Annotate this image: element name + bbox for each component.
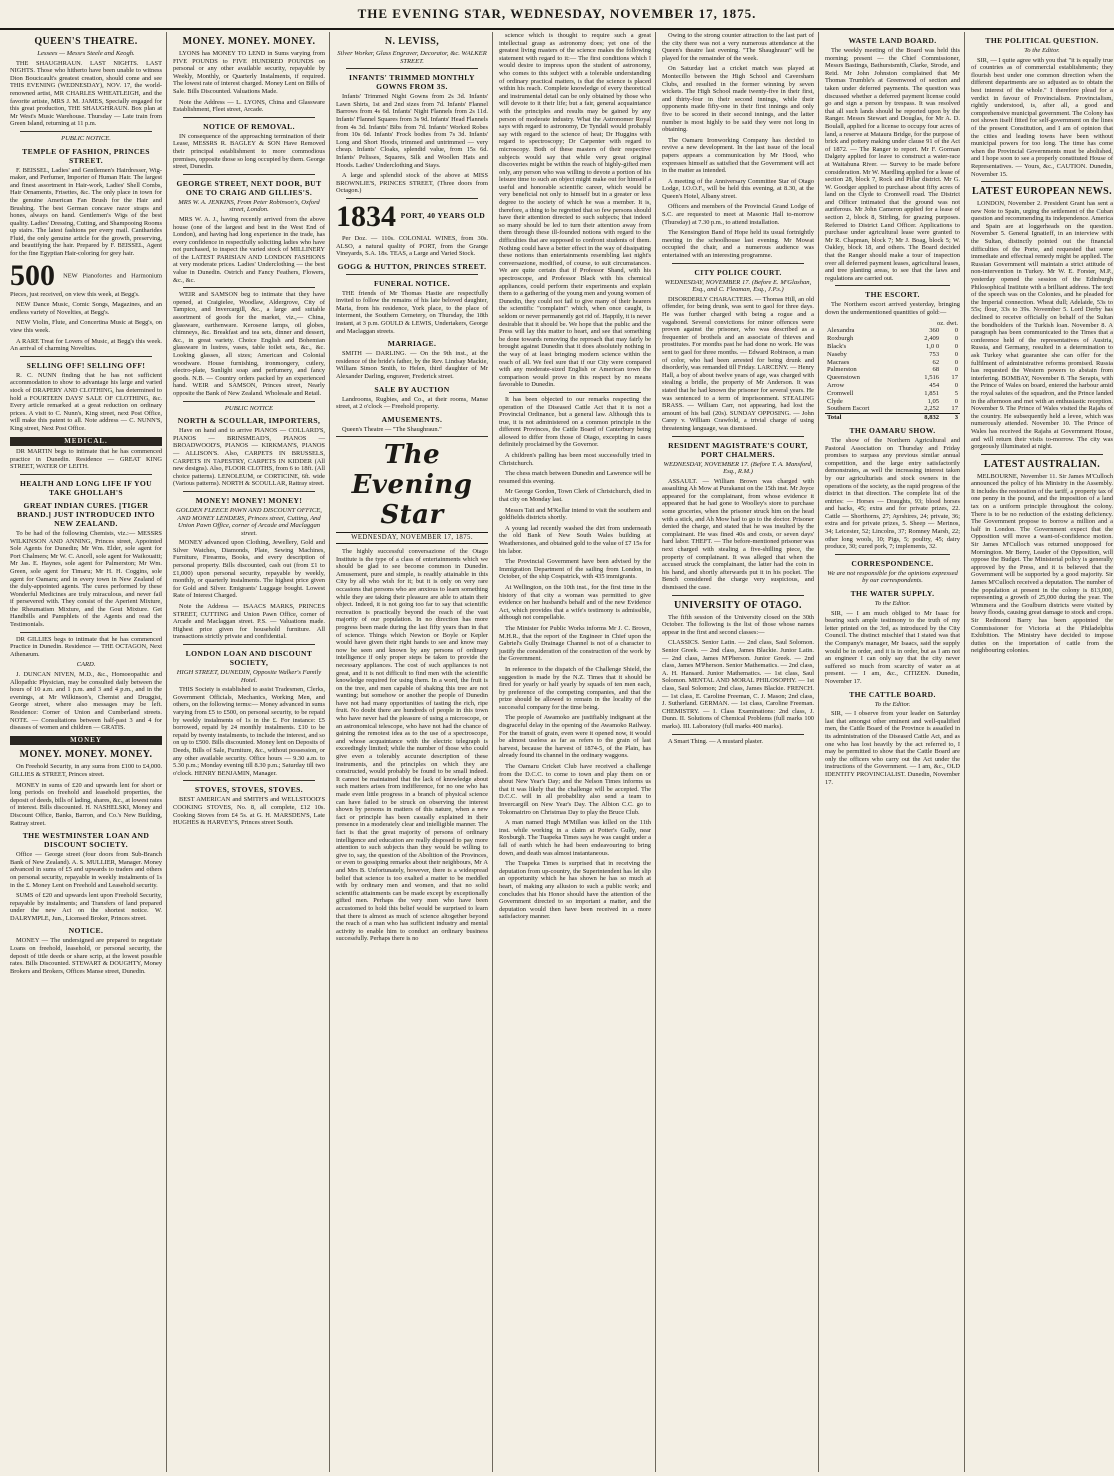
news-paragraph: The people of Awamoko are justifiably indignant at the disgraceful delay in the opening of the Awamoko Railway. For the transit of grain, even were it opened now, it would be almost useless as far as refers to the grain of last harvest, because the harvest of 1874-5, of the Plain, has already found its channel in the ordinary waggons.	[499, 714, 651, 760]
fashion-heading: TEMPLE OF FASHION, PRINCES STREET.	[22, 146, 150, 165]
divider	[183, 117, 315, 118]
gillies-ad: DR GILLIES begs to intimate that he has commenced Practice in Dunedin. Residence — THE OCTAGON, Next Athenæum.	[10, 635, 162, 658]
political-sub: To the Editor.	[1024, 47, 1060, 54]
escort-dwt: 0	[954, 350, 958, 358]
escort-total-dwt: 3	[941, 414, 960, 422]
sale-heading: SALE BY AUCTION	[374, 384, 450, 394]
divider	[346, 68, 478, 69]
london-ad: THIS Society is established to assist Tradesmen, Clerks, Government Officials, Mechanics, Working Men, and others, on the following terms:— Money advanced in sums varying from £5 to £500, on personal security, to be repaid by weekly instalments of 1s in the £. For instance: £5 borrowed, repaid by 24 monthly instalments. £10 to be repaid by twenty instalments, to include the interest, and so on up to £500. Bills discounted. Money lent on Deposits of Deeds, Bills of Sale, Furniture, &c., without possession, or any other available security. Office hours — 9.30 a.m. to 5.30 p.m.; Monday evening till 8.30 p.m.; Saturday till two o'clock. HENRY BENJAMIN, Manager.	[173, 686, 325, 777]
money-ad: On Freehold Security, in any sums from £100 to £4,000. GILLIES & STREET, Princes street.	[10, 763, 162, 778]
divider	[672, 595, 804, 596]
political-heading: THE POLITICAL QUESTION.	[985, 36, 1099, 45]
pawn-address: Note the Address — ISAACS MARKS, PRINCES STREET, CUTTING and Union Pawn Office, corner of Arcade and Maclaggan street. P.S. — Valuations made. Highest price given for household furniture. All transactions strictly private and confidential.	[173, 603, 325, 641]
news-paragraph: The Tuapeka Times is surprised that in receiving the deputation from up-country, the Superintendent has let slip an opportunity which he has shown he has so much at heart, of making any allusion to such a public work; and concludes that his Honor should have the attention of the Government directed to so important a matter, and the deputation would then have been received in a more satisfactory manner.	[499, 860, 651, 921]
escort-oz: 360	[929, 327, 940, 335]
divider	[20, 356, 152, 357]
escort-row	[825, 405, 960, 413]
dalrymple-ad: SUMS of £20 and upwards lent upon Freehold Security, repayable by instalments; and Transfers of land prepared under the new Act on the shortest notice. W. DALRYMPLE, Jun., Licensed Broker, Princes street.	[10, 892, 162, 922]
escort-row	[825, 359, 960, 367]
notice-label: PUBLIC NOTICE.	[61, 134, 111, 142]
escort-heading: THE ESCORT.	[865, 290, 920, 300]
money-heading: MONEY. MONEY. MONEY.	[182, 36, 316, 47]
escort-place: Cromwell	[827, 389, 854, 397]
theatre-heading: QUEEN'S THEATRE.	[34, 36, 138, 47]
column-6	[821, 32, 965, 1472]
escort-dwt: 0	[954, 366, 958, 374]
australian-news: MELBOURNE, November 11. Sir James M'Culloch announced the policy of his Ministry in the Assembly. It includes the restoration of the tariff, a property tax of one penny in the pound, and the imposition of a land tax on a uniform principle throughout the colony. There is to be no reduction of the existing deficiency. The Government propose to borrow a million and a half in London. The Government expect that the Opposition will move a want-of-confidence motion. Sir James M'Culloch was returned unopposed for Mornington. Mr Berry, Leader of the Opposition, will oppose the Budget. The Ministerial policy is generally approved by the Press, and it is believed that the Government will be supported by a good majority. Sir James M'Culloch received a deputation. The number of the population at present in the colony is 813,000, representing a growth of 25,000 during the year. The Wimmera and the Goulburn districts were visited by heavy floods, causing great damage to stock and crops. Sir Redmond Barry has been appointed the Commissioner for Victoria at the Philadelphia Exhibition. The Ministry have decided to impose duties on the importation of cattle from the neighbouring colonies.	[971, 472, 1113, 655]
escort-dwt: 17	[951, 405, 958, 413]
water-supply-heading: THE WATER SUPPLY.	[850, 589, 935, 599]
escort-row	[825, 382, 960, 390]
divider	[672, 263, 804, 264]
jenkins-sub: MRS W. A. JENKINS, From Peter Robinson's, Oxford street, London.	[178, 198, 320, 214]
escort-place: Queenstown	[827, 374, 860, 382]
escort-row	[825, 327, 960, 335]
escort-place: Arrow	[827, 381, 845, 389]
escort-oz: 753	[929, 350, 940, 358]
selling-heading: SELLING OFF! SELLING OFF!	[26, 360, 146, 370]
infants-heading: INFANTS' TRIMMED MONTHLY GOWNS FROM 3S.	[349, 73, 475, 92]
news-paragraph: The chess match between Dunedin and Lawrence will be resumed this evening.	[499, 470, 651, 485]
water-supply-letter: SIR, — I am much obliged to Mr Isaac for bearing such ample testimony to the truth of my letter printed on the 3rd, as introduced by the City Council. The distinct mischief that I stated was that the Company's manager, Mr Isaacs, said the supply would be in order, and it is in order, but as I am not an engineer I can only say that the city never suffered so much from scarcity of water as at present. — I am, &c., CITIZEN. Dunedin, November 17.	[825, 609, 960, 685]
money-heading: MONEY. MONEY. MONEY.	[19, 749, 153, 761]
column-5	[658, 32, 819, 1472]
australian-news-heading: LATEST AUSTRALIAN.	[983, 458, 1101, 470]
escort-row	[825, 335, 960, 343]
divider	[336, 436, 488, 437]
university-results: CLASSICS. Senior Latin. — 2nd class, Saul Solomon. Senior Greek. — 2nd class, James Blackie. Junior Latin. — 2nd class, James M'Pherson. Junior Greek. — 2nd class, James M'Pherson. Senior Mathematics. — 2nd class, A. H. Hansard. Junior Mathematics. — 1st class, Saul Solomon. MENTAL AND MORAL PHILOSOPHY. — 1st class, Saul Solomon; 2nd class, James Blackie. FRENCH. — 1st class, E. Caroline Freeman, C. J. Mason; 2nd class, J. Sutherland. GERMAN. — 1st class, Caroline Freeman. CHEMISTRY. — I. Class Examinations: 2nd class, J. Dunn. II. Solutions of Chemical Problems (full marks 100 marks). III. Laboratory (full marks 400 marks).	[662, 639, 814, 730]
amusements-heading: AMUSEMENTS.	[381, 414, 443, 424]
escort-oz: 1,851	[924, 389, 940, 397]
columns	[0, 30, 1114, 1472]
port-body: Per Doz. — 110s. COLONIAL WINES, from 30s. ALSO, a natural quality of PORT, from the Grange Vineyards, S.A. 18s. TEAS, a Large and Varied Stock.	[336, 234, 488, 258]
cures-heading: GREAT INDIAN CURES. [TIGER BRAND.] JUST INTRODUCED INTO NEW ZEALAND.	[17, 500, 155, 528]
nashelski-ad: MONEY in sums of £20 and upwards lent for short or long periods on freehold and leasehold properties, the deposit of deeds, bills of lading, shares, &c., at lowest rates of interest. Bills discounted. H. NASHELSKI, Money and Discount Office, Banks, Barron, and Co.'s New Building, Rattray street.	[10, 781, 162, 827]
escort-oz: 2,252	[924, 405, 940, 413]
waste-land-heading: WASTE LAND BOARD.	[848, 36, 937, 45]
jenkins-ad: MRS W. A. J., having recently arrived from the above house (one of the largest and best in the West End of London), and having had long experience in the trade, has every confidence in respectfully soliciting ladies who have not purchased, to inspect the varied stock of MILLINERY of the LATEST PARISIAN AND LONDON FASHIONS at very moderate prices. Ladies' Underclothing — the best value in Dunedin. Ostrich and Fancy Feathers, Flowers, &c., &c.	[173, 215, 325, 284]
pianos-number: 500	[10, 258, 55, 292]
escort-dwt: 0	[954, 327, 958, 335]
divider	[835, 285, 950, 286]
column-7	[967, 32, 1114, 1472]
marriage-heading: MARRIAGE.	[387, 339, 437, 349]
news-paragraph: A meeting of the Anniversary Committee Star of Otago Lodge, I.O.O.F., will be held this evening, at 8.30, at the Queen's Hotel, Albany street.	[662, 177, 814, 200]
leader-continued: science which is thought to require such a great intellectual grasp as astronomy does; yet one of the greatest living masters of the science makes the following statement with regard to it:— The first conditions which I would desire to impress upon the student of astronomy, who comes to this subject with a tolerable understanding of ordinary practical matters, is that the science is placed within his reach. Complete knowledge of every theoretical and instrumental detail can be only obtained by those who will devote to it their life; but a fair, general acquaintance with the principles and results may be gained by any person of moderate industry. What the Astronomer Royal says with regard to astronomy, Dr Tyndall would probably say with regard to the science of heat; Dr Huggins with regard to spectroscopy; Dr Carpenter with regard to microscopy. Both of these masters of their respective subjects would say that while very great original discoveries might be within the reach of highly-gifted men only, any person who was willing to devote a portion of his leisure time to such an object might make out for himself a useful and honorable scientific career, which would be very beneficial not only to himself but in a greater or less degree to the society of which he was a member. It is, therefore, a thing to be regretted that so few persons should have their attention directed to such subjects; that indeed so many should be led to turn their attention away from them through these ill-founded notions with regard to the difficulties that are supposed to confront students of them. Nothing could have a better effect in the way of dissipating these notions than entertainments resembling last night's conversazione, modified, of course, to suit circumstances. We are quite certain that if Professor Shand, with his spectroscope, and Professor Black with his chemical appliances, could perform their experiments and explain them to a gathering of the young men and young women of Dunedin, they could not fail to give many of their hearers the scientific "complaint" which, when once caught, is seldom or never permanently got rid of. Happily, it is never desirable that it should be. We hope that the public and the Press will lay this matter to heart, and see that something be done towards removing the reproach that may fairly be brought against Dunedin that it does absolutely nothing in the way of at least bringing modern science within the reach of all. We feel sure that if our City were compared with any moderate-sized English or American town the comparison would prove in this respect by no means favorable to Dunedin.	[499, 32, 651, 389]
escort-dwt: 5	[954, 389, 958, 397]
news-paragraph: The Kensington Band of Hope held its usual fortnightly meeting in the schoolhouse last evening. Mr Mowat occupied the chair, and a numerous audience was entertained with an interesting programme.	[662, 229, 814, 260]
news-paragraph: Owing to the strong counter attraction to the last part of the city there was not a very numerous attendance at the Queen's theatre last evening. "The Shaughraun" will be played for the remainder of the week.	[662, 32, 814, 62]
escort-row	[825, 351, 960, 359]
news-paragraph: On Saturday last a cricket match was played at Montecillo between the High School and Caversham Clubs, and resulted in the former winning by seven wickets. The High School made twenty-five in their first, and thirty-four in their second innings, while their opponents made fifty-one in their first innings and only five to be scored in their second innings, and the latter number is most highly to be said they were not long in obtaining.	[662, 65, 814, 134]
stoves-heading: STOVES, STOVES, STOVES.	[194, 785, 304, 795]
scoullar-ad: Have on hand and to arrive PIANOS — COLLARD'S, PIANOS — BRINSMEAD'S, PIANOS — BROADWOOD'S, PIANOS — KIRKMAN'S, PIANOS — ALLISON'S. Also, CARPETS IN BRUSSELS, CARPETS IN TAPESTRY, CARPETS IN KIDDER (All new designs). Also, FLOOR CLOTHS, from 6 to 18ft. (All choice patterns). LENOLEUM, or CORTICINE, 6ft. wide (Various patterns). NORTH & SCOULLAR, Rattray street.	[173, 427, 325, 488]
divider	[183, 174, 315, 175]
escort-dwt: 0	[954, 335, 958, 343]
escort-table	[825, 320, 960, 422]
news-paragraph: The Oamaru Cricket Club have received a challenge from the D.C.C. to come to town and play them on or about New Year's Day; and the Nelson Times informs us that it was likely that the challenge will be accepted. The D.C.C. will in all probability also send a team to Invercargill on New Year's Day. The Albion C.C. go to Tokomairiro on Christmas Day to play the Bruce Club.	[499, 763, 651, 816]
escort-place: Alexandra	[827, 327, 855, 335]
notice-label: PUBLIC NOTICE	[224, 404, 274, 412]
escort-dwt: 0	[954, 358, 958, 366]
oamaru-show-heading: THE OAMARU SHOW.	[849, 425, 936, 435]
martin-ad: DR MARTIN begs to intimate that he has commenced practice in Dunedin. Residence — GREAT KING STREET, WATER OF LEITH.	[10, 448, 162, 471]
violin-ad: NEW Violin, Flute, and Concertina Music at Begg's, on view this week.	[10, 319, 162, 335]
theatre-lessees: Lessees — Messrs Steele and Keogh.	[37, 50, 135, 57]
european-news-heading: LATEST EUROPEAN NEWS.	[971, 186, 1112, 198]
escort-place: Southern Escort	[827, 405, 870, 413]
cures-ad: To be had of the following Chemists, viz.:— MESSRS WILKINSON AND ANNING, Princes street, Appointed Sole Agents for Dunedin; Mr Wm. Elder, sole agent for Port Chalmers; Mr W. C. Ancell, sole agent for Waikouaiti; Mr Jas. E. Haynes, sole agent for Palmerston; Mr Wm. Green, sole agent for Timaru; Mr H. H. Coggins, sole agent for Oamaru; and in every town in New Zealand of the duly-appointed agents. The cures performed by these Wonderful Medicines are truly miraculous, and never fail if persevered with. They consist of the Aperient Mixture, the Rheumatism Mixture, and the Gout Mixture. Get Handbills and Pamphlets of the Agents and read the Testimonials.	[10, 529, 162, 629]
escort-oz: 68	[932, 366, 940, 374]
divider	[346, 274, 478, 275]
newspaper-logo: The Evening Star	[351, 440, 473, 531]
funeral-heading: FUNERAL NOTICE.	[373, 278, 451, 288]
divider	[20, 474, 152, 475]
news-paragraph: The Provincial Government have been advised by the Immigration Department of the sailing from London, in October, of the ship Cospatrick, with 435 immigrants.	[499, 558, 651, 581]
leader-article: The highly successful conversazione of the Otago Institute is the type of a class of entertainments which we should be glad to see become common in Dunedin. Amusement, pure and simple, is readily attainable in this City by all who wish for it; but it is only on very rare occasions that persons who are anxious to learn something while they are taking their pleasure are able to attain their object. Indeed, it is not going too far to say that scientific recreation is practically beyond the reach of the vast majority of our population. In no direction has more progress been made during the last fifty years than in that of science. Things which Newton or Boyle or Kepler would have given their right hands to see and know may now be seen and known by any persons of ordinary intelligence if only proper steps be taken to provide the necessary appliances. The cost of such appliances is not great, and it is not difficult to find men with the scientific knowledge required for using them. In a word, the fruit is on the tree, and men capable of shaking this tree are not wanting; but somehow or another the people of Dunedin have not had many opportunities of tasting the rich, ripe fruit. No doubt there are hundreds of people in this town who have never had the pleasure of using a microscope, or an astronomical telescope, who have not had the chance of gaining the remotest idea as to the use of a spectroscope, and whose acquaintance with the electric telegraph is exceedingly limited; while the number of those who could give even a tolerably accurate description of these instruments, and the principles on which they are constructed, would probably be found to be small indeed. It cannot be maintained that the lack of knowledge about such matters arises from indifference, for no one who has made even little progress in a branch of physical science can have failed to be struck on observing the interest shown by persons in matters of this nature, when a new fact or principle has been casually explained in their presence in a moderately clear and intelligible manner. The fact is that the great majority of persons of ordinary intelligence and education are really disposed to pay more attention to such subjects than they would be willing to give to, say, the question of the Abolition of the Provinces, or even to gossiping remarks about their neighbours, Mr A and Mrs B. Unfortunately, however, there is a widespread belief that science is too exalted a matter to be meddled with by ordinary men and women, and that no solid scientific attainments can be made except by exceptionally gifted men. Perhaps the very men who have been accustomed to hold this belief would be surprised to learn that there is almost as much of science altogether beyond the reach of a man who has sufficient industry and mental activity to enable him to conduct an ordinary business successfully. Perhaps there is no	[336, 548, 488, 943]
escort-intro: The Northern escort arrived yesterday, bringing down the undermentioned quantities of gold:—	[825, 301, 960, 316]
escort-oz: 1,516	[924, 374, 940, 382]
news-paragraph: A young lad recently washed the dirt from underneath the old Bank of New South Wales building at Weatherstones, and obtained gold to the value of £7 15s for his labor.	[499, 524, 651, 555]
samson-ad: WEIR and SAMSON beg to intimate that they have opened, at Craigielee, Woodlaw, Aldergrove, City of Tampico, and Invercargill, &c., a large and suitable assortment of goods for the market, viz.,— China, glassware, earthenware. Kerosene lamps, oil globes, chimneys, &c. Breakfast and tea sets, dinner and dessert, &c., in great variety. Choice English and Bohemian glassware in lustres, vases, table toilet sets, &c., &c. Looking glasses, all sizes; American and Colonial woodware. House furnishing, ironmongery, cutlery, electro-plate, Sunlight soap and perfumery, and fancy goods. N.B. — Country orders packed by an experienced hand. WEIR and SAMSON, Princes street, Nearly opposite the Bank of New Zealand. Wholesale and Retail.	[173, 291, 325, 397]
escort-oz: 454	[929, 381, 940, 389]
dateline: WEDNESDAY, NOVEMBER 17, 1875.	[336, 532, 488, 544]
fashion-ad: F. BEISSEL, Ladies' and Gentlemen's Hairdresser, Wig-maker, and Perfumer, Importer of Human Hair. The largest and finest assortment in Hair-work, Ladies' Shell Combs, Hair Ornaments, Frisettes, &c. The only place in town for the genuine American Fan Brush for the Hair and Brushing. The best German concave razor straps and hones, always on hand. Gentlemen's Wigs of the best quality. Ladies' Dressing, Cutting, and Shampooing Rooms up stairs. The latest fashions per every mail. Cantharides Fluid, the only genuine article for the growth, preserving, and beautifying the hair. Prepared by F. BEISSEL, Agent for the fine Egyptian Hair-coloring for grey hair.	[10, 166, 162, 258]
police-court-report: DISORDERLY CHARACTERS. — Thomas Hill, an old offender, for being drunk, was sent to gaol for three days. He was further charged with being a rogue and a vagabond. Several convictions for minor offences were proven against the prisoner, who was described as a frequenter of brothels and an associate of thieves and prostitutes. For months past he had done no work. He was sent to gaol for three months. — Edward Robinson, a man of color, who had been arrested for being drunk and disorderly, was remanded till Friday. LARCENY. — Henry Hall, a boy of about twelve years of age, was charged with stealing a bridle, the property of Mr Anderson. It was stated that he had known the prisoner for several years. He was sentenced to a term of imprisonment. STEALING BRASS. — William Carr, not appearing, had lost the amount of his bail (20s). SUNDAY OPPOSING. — John Carey v. William Crawfold, a trivial charge of using threatening language, was dismissed.	[662, 295, 814, 432]
rm-court-report: ASSAULT. — William Brown was charged with assaulting Ah Mow at Purakanui on the 15th inst. Mr Joyce appeared for the complainant, from whose evidence it appeared that he had gone to Woolley's store to purchase some groceries, when the prisoner struck him on the head with a stick, and Ah Mow had to go to the doctor. Prisoner denied the charge, and stated that he was insulted by the complainant. He was fined 40s and costs, or seven days' hard labor. THEFT. — The before-mentioned prisoner was next charged with stealing a five-shilling piece, the property of complainant. It was alleged that when the accused struck the complainant, the latter had the coin in his hand, and shortly afterwards put it in his pocket. The Bench considered the charge very suspicious, and dismissed the case.	[662, 477, 814, 591]
escort-total-row	[825, 414, 960, 422]
escort-place: Macraes	[827, 358, 850, 366]
divider	[20, 131, 152, 132]
port-ad	[336, 199, 488, 233]
leviss-heading: N. LEVISS,	[384, 36, 440, 47]
divider	[183, 780, 315, 781]
news-paragraph: Mr George Gordon, Town Clerk of Christchurch, died in that city on Monday last.	[499, 488, 651, 504]
police-court-heading: CITY POLICE COURT.	[694, 267, 782, 277]
news-paragraph: A children's palling has been most successfully tried in Christchurch.	[499, 452, 651, 467]
stewart-ad: MONEY — The undersigned are prepared to negotiate Loans on freehold, leasehold, or personal security, the deposit of title deeds or share scrip, at the lowest possible rates. Bills Discounted. STEWART & DOUGHTY, Money Brokers and Brokers, Offices Manse street, Dunedin.	[10, 937, 162, 975]
scoullar-heading: NORTH & SCOULLAR, IMPORTERS,	[177, 416, 321, 426]
column-1	[6, 32, 167, 1472]
news-paragraph: At Wellington, on the 10th inst., for the first time in the history of that city a woman was permitted to give evidence on her husband's behalf and of the new Evidence Act, which provides that a wife's testimony is admissible, although not compellable.	[499, 583, 651, 622]
lyons-address: Note the Address — L. LYONS, China and Glassware Establishment, Fleet street, Arcade.	[173, 98, 325, 114]
escort-place: Naseby	[827, 350, 847, 358]
masthead: THE EVENING STAR, WEDNESDAY, NOVEMBER 17, 1875.	[0, 0, 1114, 30]
university-intro: The fifth session of the University closed on the 30th October. The following is the list of those whose names appear in the first and second classes:—	[662, 613, 814, 636]
escort-oz: 1,0 0	[925, 342, 940, 350]
news-paragraph: A Smart Thing. — A mustard plaster.	[668, 737, 764, 745]
pianos-ad	[10, 258, 162, 299]
divider	[981, 454, 1103, 455]
escort-row	[825, 374, 960, 382]
escort-total-label: Total	[825, 414, 908, 422]
card-label: CARD.	[76, 661, 96, 669]
escort-row	[825, 398, 960, 406]
cattle-board-letter: SIR, — I observe from your leader on Saturday last that amongst other eminent and well-qualified men, the Cattle Board of the Province is assailed in its administration of the Diseased Cattle Act, and as one who has lost heavily by the act referred to, I may be permitted to show that the Cattle Board are only the officers who carry out the Act under the instructions of the Government. — I am, &c., OLD IDENTITY PROVINCIALIST. Dunedin, November 17.	[825, 710, 960, 786]
escort-oz: 62	[932, 358, 940, 366]
escort-dwt: 0	[954, 397, 958, 405]
westminster-heading: THE WESTMINSTER LOAN AND DISCOUNT SOCIETY.	[22, 831, 150, 850]
london-sub: HIGH STREET, DUNEDIN, Opposite Walker's Family Hotel.	[176, 669, 322, 684]
treat-ad: A RARE Treat for Lovers of Music, at Begg's this week. An arrival of charming Novelties.	[10, 337, 162, 353]
escort-dwt: 0	[954, 342, 958, 350]
theatre-ad: THE SHAUGHRAUN. LAST NIGHTS. LAST NIGHTS. Those who hitherto have been unable to witness Dion Boucicault's greatest creation, should come and see THIS EVENING (WEDNESDAY), NOV. 17, the world-renowned artist, MR CHARLES WHEATLEIGH, and the favorite artiste, MRS J. M. JAMES, Specially engaged for this great production, THE SHAUGHRAUN. Box plan at Mr West's Music Warehouse. Thursday — Late train from Green Island, returning at 11 p.m.	[10, 59, 162, 128]
divider	[183, 287, 315, 288]
escort-place: Clyde	[827, 397, 843, 405]
escort-place: Roxburgh	[827, 335, 854, 343]
escort-place: Black's	[827, 342, 847, 350]
divider	[672, 734, 804, 735]
escort-row	[825, 366, 960, 374]
column-3	[332, 32, 493, 1472]
port-year: 1834	[336, 199, 396, 233]
oamaru-show-report: The show of the Northern Agricultural and Pastoral Association on Thursday and Friday promises to surpass any previous similar annual competition, and the large entry satisfactorily demonstrates, as well the increasing interest taken by our agriculturists and stock owners in the operations of the society, as the rapid progress of the district in that direction. The complete list of the entries: — Horses — Draughts, 93; blood horses and hacks, 45; extra and for private prizes, 22. Cattle — Shorthorns, 27; Ayrshires, 24; private, 36; extra and for private prizes, 5. Sheep — Merinos, 34; Leicester, 52; Lincolns, 37; Romney Marsh, 22; other long wools, 10; Pigs, 5; poultry, 45; dairy produce, 30; cured pork, 7; implements, 32.	[825, 436, 960, 551]
funeral-notice: THE friends of Mr Thomas Hastie are respectfully invited to follow the remains of his late beloved daughter, Maria, from his residence, York place, to the place of interment, the Southern Cemetery, on Thursday, the 18th instant, at 3 p.m. GOULD & LEWIS, Undertakers, George and Maclaggan streets.	[336, 289, 488, 335]
water-supply-sub: To the Editor.	[874, 600, 911, 608]
health-heading: HEALTH AND LONG LIFE IF YOU TAKE GHOLLAH'S	[19, 478, 153, 497]
escort-total-oz: 8,832	[908, 414, 942, 422]
jenkins-heading: GEORGE STREET, NEXT DOOR, BUT ONE TO CRAIG AND GILLIES'S.	[176, 178, 322, 197]
lyons-ad: LYONS has MONEY TO LEND in Sums varying from FIVE POUNDS to FIVE HUNDRED POUNDS on personal or any other available security, repayable by Weekly, Monthly, or Quarterly Instalments, if required. The lowest rate of interest charged. Money Lent on Bills of Sale. Bills Discounted. Valuations Made.	[173, 50, 325, 95]
leviss-sub: Silver Worker, Glass Engraver, Decorator, &c. WALKER STREET.	[337, 50, 487, 65]
divider	[509, 392, 641, 393]
stoves-ad: BEST AMERICAN and SMITH'S and WELLSTOOD'S COOKING STOVES, No. 8, all complete, £12 10s. Cooking Stoves from £4 5s. at G. H. MARSDEN'S, Late HUGHES & HARVEY'S, Princes street South.	[173, 796, 325, 827]
pianos-text: NEW Pianofortes and Harmonium Pieces, just received, on view this week, at Begg's.	[10, 272, 162, 298]
rm-court-heading: RESIDENT MAGISTRATE'S COURT, PORT CHALMERS.	[668, 440, 808, 459]
escort-dwt: 17	[951, 374, 958, 382]
london-heading: LONDON LOAN AND DISCOUNT SOCIETY,	[185, 649, 313, 667]
brownlie-ad: A large and splendid stock of the above at MISS BROWNLIE'S, PRINCES STREET, (Three doors from Octagon.)	[336, 172, 488, 195]
pawn-sub: GOLDEN FLEECE PAWN AND DISCOUNT OFFICE, AND MONEY LENDERS, Princes street, Cutting, And Union Pawn Office, corner of Arcade and Maclaggan street.	[176, 506, 322, 537]
european-news: LONDON, November 2. President Grant has sent a new Note to Spain, urging the settlement of the Cuban question and recommending its independence. America and Spain are at loggerheads on the question. November 5. General Ignatieff, in an interview with the Sultan, distinctly pointed out the financial difficulties of the Porte, and requested that some immediate and effectual remedy might be applied. The Russian Government will maintain a strict attitude of non-intervention in Turkey. Mr W. E. Forster, M.P., yesterday opened the session of the Edinburgh Philosophical Institute with a brilliant address. The text of the speech was on the Colonies, and he pleaded for the Imperial connection. Wheat dull; Adelaide, 53s to 55s; flour, 33s to 39s. November 5. Lord Derby has declined to receive officially on behalf of the Sultan the bondholders of the Turkish loan. November 8. A paragraph has been communicated to the Times that a conference held of the representatives of Austria, Russia, and Germany, resulted in a determination to ask Turkey what guarantee she can offer for the fulfilment of administrative reforms promised. Russia has requested the Western powers to abstain from interfering. BOMBAY, November 8. The Serapis, with the Prince of Wales on board, entered the harbour amid the royal salutes of the squadron, and the Prince landed in the afternoon and met with an enthusiastic reception. November 9. The Prince of Wales visited the Rajahs of the country. He subsequently held a levee, which was numerously attended. November 10. The Prince of Wales has received the Rajahs at Government House, and will return their visits to-morrow. The city was gorgeously illuminated at night.	[971, 200, 1113, 451]
removal-ad: IN consequence of the approaching termination of their Lease, MESSRS R. BAGLEY & SON Have Removed their principal establishment to more commodious premises, opposite those so long occupied by them. George street, Dunedin.	[173, 132, 325, 171]
niven-ad: J. DUNCAN NIVEN, M.D., &c., Homoeopathic and Allopathic Physician, may be consulted daily between the hours of 10 a.m. and 1 p.m. and 3 and 4 p.m., and in the evenings, at Mr Wilkinson's, Chemist and Druggist, George street, where also messages may be left. Residence: Corner of Union and Cumberland streets. NOTE. — Consultations between half-past 3 and 4 for diseases of women and children — GRATIS.	[10, 671, 162, 732]
nunn-ad: R. C. NUNN finding that he has not sufficient accommodation to show to advantage his large and varied stock of DRAPERY AND CLOTHING, has determined to hold a FOURTEEN DAYS' SALE OF CLOTHING, &c. Every article remarked at a great reduction on ordinary prices. A visit to C. Nunn's, King street, next Post Office, will make this patent to all. Note address — C. NUNN'S, King street, Next Post Office.	[10, 371, 162, 432]
column-2	[169, 32, 330, 1472]
pawn-ad: MONEY advanced upon Clothing, Jewellery, Gold and Silver Watches, Diamonds, Plate, Sewing Machines, Furniture, Firearms, Books, and every description of personal property. Bills discounted, cash out (from £1 to £1,000) upon personal security, repayable by weekly, monthly, or quarterly instalments. The highest price given for Gold and Silver. Emigrants' Luggage bought. Lowest Rate of Interest Charged.	[173, 539, 325, 600]
medical-heading: MEDICAL.	[10, 437, 162, 447]
sale-notice: Landrooms, Rugbies, and Co., at their rooms, Manse street, at 2 o'clock — Freehold property.	[336, 395, 488, 411]
escort-dwt: 0	[954, 381, 958, 389]
university-heading: UNIVERSITY OF OTAGO.	[674, 599, 802, 611]
money-label: MONEY	[10, 736, 162, 746]
political-letter: SIR, — I quite agree with you that "it is equally true of countries as of commercial establishments; they flourish best under one common direction when the different departments are so adjusted as to obtain the best interest of the whole." I therefore plead for a verdict in favour of Provincialism. Provincialism, rightly understood, is, after all, a good and comprehensive municipal government. The Colony has not shown itself fitted for self-government on the lines of the present Constitution, and I am of opinion that the cities and leading towns have been without municipal powers for too long. The time has come when the Provincial Governments must be abolished, and I hope soon to see a properly constituted House of Representatives. — Yours, &c., CAUTION. Dunedin, November 15.	[971, 56, 1113, 178]
music-ad: NEW Dance Music, Comic Songs, Magazines, and an endless variety of Novelties, at Begg's.	[10, 301, 162, 316]
removal-heading: NOTICE OF REMOVAL.	[203, 121, 295, 131]
divider	[183, 401, 315, 402]
escort-row	[825, 390, 960, 398]
correspondence-heading: CORRESPONDENCE.	[851, 558, 934, 568]
pawn-heading: MONEY! MONEY! MONEY!	[195, 495, 303, 505]
correspondence-note: We are not responsible for the opinions expressed by our correspondents.	[827, 569, 958, 585]
escort-oz: 2,409	[924, 335, 940, 343]
police-court-date: WEDNESDAY, NOVEMBER 17. (Before E. M'Glashan, Esq., and C. Fleaman, Esq., J.P.s.)	[664, 278, 812, 294]
news-paragraph: It has been objected to our remarks respecting the operation of the Diseased Cattle Act that it is not a Provincial Ordinance, but a general law. Although this is true, it is not administered on a common principle in the different Provinces, the Cattle Board of Canterbury being allowed to differ from those of Otago, excepting in cases definitely proclaimed by the Governor.	[499, 395, 651, 449]
infants-ad: Infants' Trimmed Night Gowns from 2s 3d. Infants' Lawn Shirts, 1st and 2nd sizes from 7d. Infants' Flannel Barrows from 4s 6d. Infants' Night Flannels from 2s 11d. Infants' Flannel Squares from 3s 9d. Infants' Head Flannels from 4s 3d. Infants' Bibs from 7d. Infants' Worked Robes from 10s 6d. Infants' Frock bodies from 7s 3d. Infants' Long and Short Hoods, trimmed and untrimmed — very cheap. Infants' Cloaks, splendid value, from 15s 6d. Infants' Pelisses, Squares, Silk and Woollen Hats and Hoods. Ladies' Underclothing and Stays.	[336, 93, 488, 169]
rm-court-date: WEDNESDAY, NOVEMBER 17. (Before T. A. Mansford, Esq., R.M.)	[663, 460, 813, 476]
westminster-ad: Office — George street (four doors from Sub-Branch Bank of New Zealand). A. S. MULLIER, Manager. Money advanced in sums of £5 and upwards to traders and others on personal security, repayable in weekly instalments of 1s in the £. Money Lent on Freehold and Leasehold security.	[10, 851, 162, 889]
amusements-notice: Queen's Theatre — "The Shaughraun."	[342, 425, 442, 433]
port-heading: PORT, 40 YEARS OLD	[400, 211, 486, 221]
escort-oz: 1,05	[927, 397, 940, 405]
divider	[835, 554, 950, 555]
news-paragraph: The Oamaru Ironworking Company has decided to revive a new development. In the last issue of the local papers appears a communication by Mr Hood, who expresses himself as satisfied that the Government will act in the matter as intended.	[662, 136, 814, 175]
divider	[981, 181, 1103, 182]
escort-row	[825, 343, 960, 351]
escort-unit-row	[825, 320, 960, 328]
escort-place: Palmerston	[827, 366, 857, 374]
news-paragraph: The Minister for Public Works informs Mr J. C. Brown, M.H.R., that the report of the Engineer in Chief upon the Gabriel's Gully Drainage Channel is not of a character to justify the consideration of the construction of the work by the Government.	[499, 624, 651, 663]
notice-heading: NOTICE.	[68, 926, 104, 936]
divider	[346, 198, 478, 199]
cattle-board-heading: THE CATTLE BOARD.	[849, 689, 936, 699]
divider	[183, 644, 315, 645]
waste-land-report: The weekly meeting of the Board was held this morning; present — the Chief Commissioner, Messrs Bastings, Bathurstsmith, Clarke, Strode, and Reid. Mr John Johnston complained that Mr Thomas Trumble's at Greenwood of section and taken under deferred payments. The question was discussed whether a deferred payment license could go and sign a person by trespass. It was resolved that all such lands should be reported upon by the Ranger. Messrs Stewart and Douglas, for Mr A. D. Boulall, applied for a license to occupy four acres of land, a reserve at Mataura Bridge, for the purpose of brick and pottery making under clause 91 of the Act of 1872. — The Ranger to report. Mr F. Gorman Dalgety applied for leave to construct a water-race at Waitahuna River. — Survey to be made before consideration. Mr W. Mardling applied for a lease of section 28, block 7, Rock and Pillar district. Mr G. W. Goodger applied to purchase about fifty acres of land on the Clyde to Cromwell road. The District and Officer intimated that the ground was not auriferous. Mr John Cameron applied for a lease of section 2, block 8, Stirling, for grazing purposes. Referred to District Land Officer. Applications to purchase under agricultural lease were granted to Mr R. Chapman, block 7; Mr J. Boag, block 5; W. Oakley, block 18, and others. The Board decided that the Ranger should make a tour of inspection over all deferred payment leases, agricultural leases, and tree planting areas, to see that the laws and regulations are carried out.	[825, 47, 960, 282]
marriage-notice: SMITH — DARLING. — On the 9th inst., at the residence of the bride's father, by the Rev. Lindsay Mackie, William Simon Smith, to Helen, third daughter of Mr Alexander Darling, engraver, Frederick street.	[336, 350, 488, 381]
divider	[20, 632, 152, 633]
news-paragraph: In reference to the dispatch of the Challenge Shield, the suggestion is made by the N.Z. Times that it should be fired for yearly or half yearly by squads of ten men each, by preference of the competing companies, and that the prize should be allowed to remain in the locality of the successful company for the time being.	[499, 665, 651, 711]
divider	[183, 491, 315, 492]
news-paragraph: Officers and members of the Provincial Grand Lodge of S.C. are requested to meet at Masonic Hall to-morrow (Thursday) at 7.30 p.m., to attend installation.	[662, 203, 814, 226]
news-paragraph: Messrs Tait and M'Kellar intend to visit the southern and goldfields districts shortly.	[499, 506, 651, 522]
column-4	[495, 32, 656, 1472]
escort-unit: oz. dwt.	[936, 319, 958, 327]
hutton-ad: GOGG & HUTTON, PRINCES STREET.	[337, 261, 487, 271]
cattle-board-sub: To the Editor.	[874, 700, 911, 708]
divider	[672, 436, 804, 437]
news-paragraph: A man named Hugh M'Millan was killed on the 11th inst. while working in a claim at Potter's Gully, near Roxburgh. The Tuapeka Times says he was caught under a fall of earth which he had been endeavouring to bring down, and death was almost instantaneous.	[499, 819, 651, 857]
